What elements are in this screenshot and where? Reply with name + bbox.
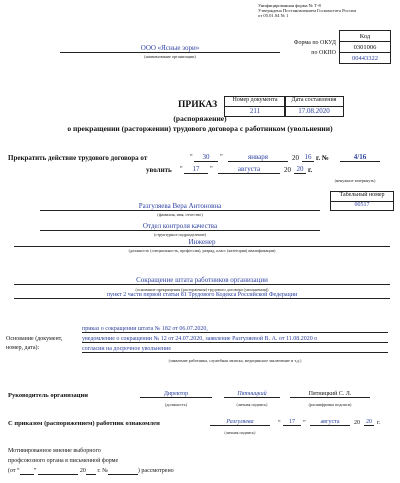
- union-day-blank: [20, 468, 34, 475]
- terminate-prefix: Прекратить действие трудового договора от: [8, 154, 148, 162]
- quote-open: “: [180, 166, 183, 172]
- doc-number-header: Номер документа: [224, 96, 286, 107]
- employee-name-caption: (фамилия, имя, отчество): [157, 212, 203, 217]
- doc-date-header: Дата составления: [284, 96, 344, 107]
- contract-day: 30: [194, 153, 218, 162]
- basis-line2: уведомление о сокращении № 12 от 24.07.2020, заявление Разгуляевой В. А. от 11.08.2020 о: [82, 336, 388, 343]
- head-label: Руководитель организации: [8, 392, 88, 399]
- tab-number-header: Табельный номер: [330, 191, 394, 202]
- dismiss-day: 17: [184, 165, 208, 174]
- reason-article: пункт 2 части первой статьи 81 Трудового Кодекса Российской Федерации: [14, 292, 390, 299]
- form-note-line1: Унифицированная форма № Т-8: [258, 3, 321, 8]
- dismiss-year-label: г.: [308, 166, 313, 174]
- codes-table: [339, 30, 391, 64]
- union-prefix: (от “: [8, 468, 20, 474]
- union-year: 20: [79, 468, 86, 474]
- contract-year-prefix: 20: [292, 154, 299, 162]
- organization-name: ООО «Ясные зори»: [60, 44, 280, 53]
- caption-position: (должность): [165, 402, 187, 407]
- quote-open: “: [190, 154, 193, 160]
- employee-name: Разгуляева Вера Антоновна: [40, 202, 320, 211]
- union-line2: профсоюзного органа в письменной форме: [8, 458, 119, 464]
- head-name: Пятницкий С. Л.: [290, 391, 370, 398]
- employee-department-caption: (структурное подразделение): [153, 232, 207, 237]
- ack-month: августа: [310, 419, 350, 426]
- quote-close: ”: [210, 166, 213, 172]
- employee-department: Отдел контроля качества: [40, 222, 320, 231]
- union-line1: Мотивированное мнение выборного: [8, 448, 101, 454]
- basis-label-line1: Основание (документ,: [6, 336, 63, 342]
- basis-label-line2: номер, дата):: [6, 345, 40, 351]
- employee-position: Инженер: [14, 238, 390, 247]
- dismiss-year-suffix: 20: [294, 165, 306, 174]
- dismiss-label: уволить: [146, 166, 172, 174]
- basis-line1: приказ о сокращении штата № 182 от 06.07.2020,: [82, 326, 388, 333]
- basis-caption: (заявление работника, служебная записка, медицинское заключение и т.д.): [168, 358, 302, 363]
- ack-year-prefix: 20: [354, 420, 360, 426]
- ack-caption: (личная подпись): [224, 430, 256, 435]
- union-year-label: г. №: [97, 468, 108, 474]
- employee-position-caption: (должность (специальность, профессия), разряд, класс (категория) квалификации): [128, 248, 276, 253]
- union-line3: [8, 468, 174, 475]
- okpo-value: 00443322: [340, 53, 391, 64]
- ack-day: 17: [283, 419, 301, 426]
- page-title: ПРИКАЗ: [178, 100, 218, 110]
- doc-number-value: 211: [224, 106, 286, 117]
- ack-year-suffix: 20: [366, 419, 372, 425]
- quote-open: “: [278, 420, 281, 426]
- union-suffix: ) рассмотрено: [137, 468, 174, 474]
- organization-caption: (наименование организации): [144, 54, 196, 59]
- ack-label: С приказом (распоряжением) работник ознакомлен: [8, 420, 160, 427]
- okpo-label: по ОКПО: [311, 50, 336, 56]
- union-year-blank: [86, 468, 96, 475]
- crossed-note: (ненужное зачеркнуть): [334, 178, 376, 183]
- head-position: Директор: [140, 391, 212, 398]
- contract-year-suffix: 16: [302, 153, 314, 162]
- contract-month: января: [228, 153, 288, 162]
- form-note-line2: Утверждена Постановлением Госкомстата России: [258, 7, 356, 13]
- quote-close: ”: [220, 154, 223, 160]
- contract-year-label: г. №: [316, 154, 329, 162]
- caption-signature: (личная подпись): [236, 402, 268, 407]
- union-number-blank: [108, 468, 138, 475]
- dismiss-year-prefix: 20: [284, 166, 291, 174]
- form-note-line3: от 05.01.04 № 1: [258, 12, 289, 18]
- ack-signature: Разгуляева: [210, 419, 270, 426]
- page-subtitle: (распоряжение): [173, 114, 227, 123]
- form-note: [258, 4, 398, 18]
- quote-close: ”: [303, 420, 306, 426]
- doc-date-value: 17.08.2020: [284, 106, 344, 117]
- document-about: о прекращении (расторжении) трудового договора с работником (увольнении): [67, 124, 333, 133]
- caption-name: (расшифровка подписи): [308, 402, 352, 407]
- okud-value: 0301006: [340, 42, 391, 53]
- union-month-blank: [38, 468, 78, 475]
- head-signature: Пятницкий: [224, 391, 280, 398]
- code-header: Код: [340, 31, 391, 42]
- ack-year-label: г.: [377, 420, 381, 426]
- tab-number-value: 00517: [330, 201, 394, 211]
- dismiss-month: августа: [218, 165, 280, 174]
- reason-text: Сокращение штата работников организации: [14, 276, 390, 285]
- union-mid: ”: [33, 468, 37, 474]
- okud-label: Форма по ОКУД: [293, 40, 336, 46]
- reason-caption: (основание прекращения (расторжения) трудового договора (увольнения)): [135, 287, 269, 292]
- contract-number: 4/16: [340, 153, 380, 162]
- basis-line3: согласии на досрочное увольнение: [82, 346, 388, 353]
